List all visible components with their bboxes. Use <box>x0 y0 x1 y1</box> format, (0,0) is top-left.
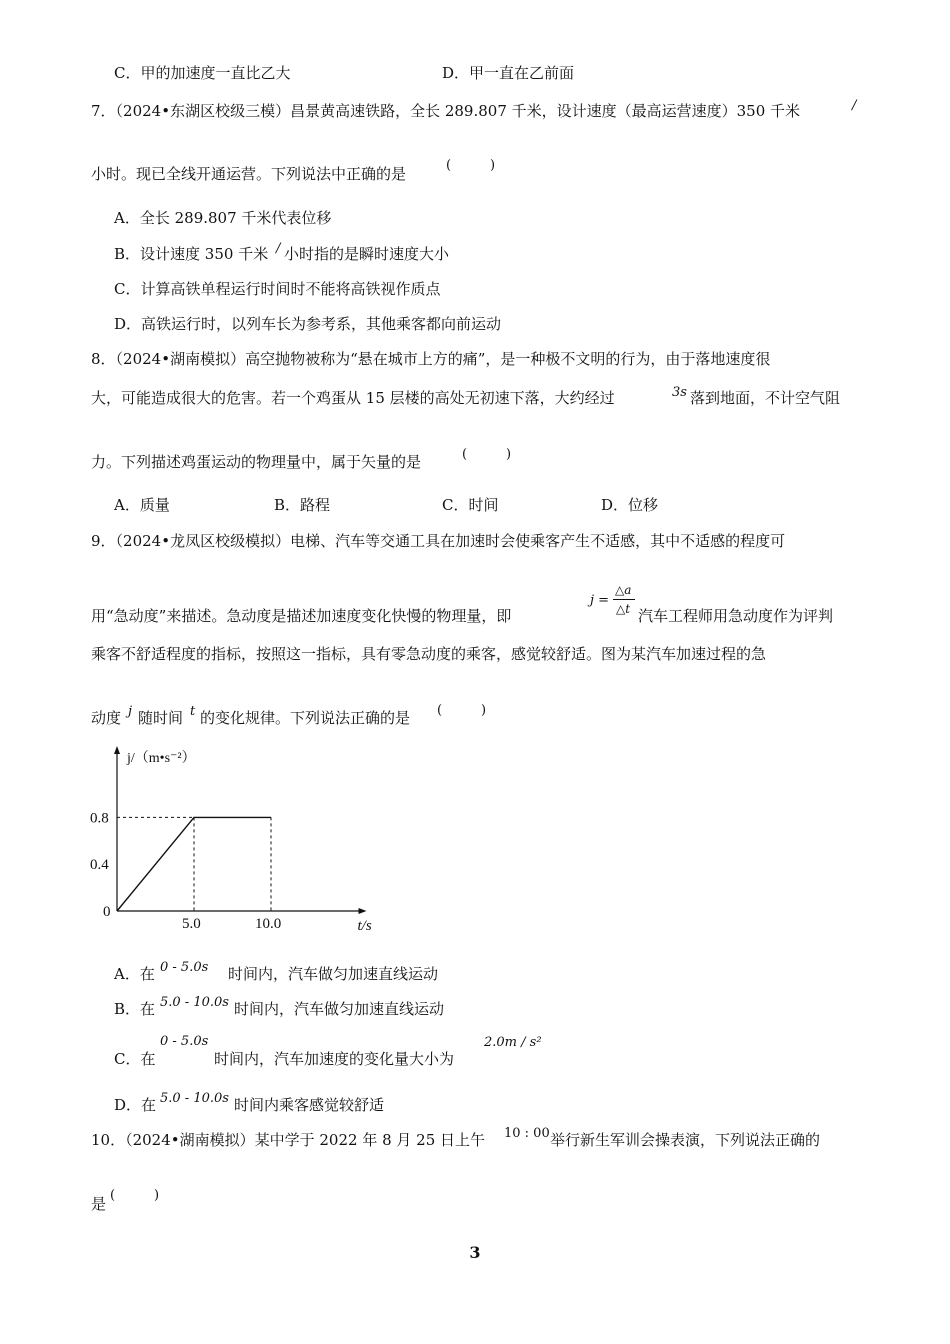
q9-option-a-post: 时间内，汽车做匀加速直线运动 <box>228 965 439 983</box>
q9-var-t: t <box>190 704 196 719</box>
q9-option-c-value: 2.0m / s² <box>484 1035 542 1050</box>
q9-var-j: j <box>128 704 133 719</box>
q9-paren-open: ( <box>437 703 443 718</box>
q8-stem-line1: 8．（2024•湖南模拟）高空抛物被称为“悬在城市上方的痛”，是一种极不文明的行为，由于落地速度很 <box>91 350 771 368</box>
q8-stem-line3: 力。下列描述鸡蛋运动的物理量中，属于矢量的是 <box>91 453 422 471</box>
q9-fraction-bar <box>613 599 635 600</box>
q9-paren-close: ) <box>481 703 487 718</box>
q9-option-c-post: 时间内，汽车加速度的变化量大小为 <box>214 1050 455 1068</box>
x-tick-10: 10.0 <box>255 916 282 932</box>
q8-stem-line2-post: 落到地面，不计空气阻 <box>690 389 841 407</box>
q7-stem-line1: 7．（2024•东湖区校级三模）昌景黄高速铁路，全长 289.807 千米，设计速度（最高运营速度）350 千米 <box>91 102 801 120</box>
q10-paren-close: ) <box>154 1188 160 1203</box>
page-number: 3 <box>469 1243 481 1262</box>
q9-stem-line3: 乘客不舒适程度的指标，按照这一指标，具有零急动度的乘客，感觉较舒适。图为某汽车加速过程的急 <box>91 645 767 663</box>
q9-formula-numerator: △a <box>615 583 632 597</box>
q9-option-d-math: 5.0 - 10.0s <box>160 1091 229 1106</box>
q7-option-b-pre: B．设计速度 350 千米 <box>114 245 269 263</box>
q10-stem-line1-post: 举行新生军训会操表演，下列说法正确的 <box>550 1131 821 1149</box>
q7-option-d: D．高铁运行时，以列车长为参考系，其他乘客都向前运动 <box>114 315 502 333</box>
q9-option-b-math: 5.0 - 10.0s <box>160 995 229 1010</box>
q7-paren-close: ) <box>490 158 496 173</box>
q7-option-a: A．全长 289.807 千米代表位移 <box>114 209 332 227</box>
origin-label: 0 <box>103 904 111 920</box>
q9-stem-line2-pre: 用“急动度”来描述。急动度是描述加速度变化快慢的物理量，即 <box>91 607 512 625</box>
q9-option-b-post: 时间内，汽车做匀加速直线运动 <box>234 1000 445 1018</box>
q8-time-value: 3s <box>672 385 687 400</box>
q8-paren-close: ) <box>506 447 512 462</box>
q6-option-d: D．甲一直在乙前面 <box>442 64 575 82</box>
q9-option-d-post: 时间内乘客感觉较舒适 <box>234 1096 385 1114</box>
q10-stem-line2: 是 <box>91 1195 107 1213</box>
x-axis-label: t/s <box>357 918 372 934</box>
q7-paren-open: ( <box>446 158 452 173</box>
q8-option-b: B．路程 <box>274 496 331 514</box>
q8-paren-open: ( <box>462 447 468 462</box>
q7-option-b-post: 小时指的是瞬时速度大小 <box>284 245 450 263</box>
q9-stem-line4-post: 的变化规律。下列说法正确的是 <box>200 709 411 727</box>
y-axis-label: j/（m•s⁻²） <box>127 751 196 766</box>
q8-option-d: D．位移 <box>601 496 659 514</box>
y-axis-arrow <box>114 746 120 754</box>
q9-formula-denominator: △t <box>616 602 631 616</box>
x-tick-5: 5.0 <box>182 916 201 932</box>
q9-option-c-math: 0 - 5.0s <box>160 1034 209 1049</box>
q7-option-c: C．计算高铁单程运行时间时不能将高铁视作质点 <box>114 280 441 298</box>
q9-formula-j: j = <box>590 593 610 608</box>
q9-option-b-pre: B．在 <box>114 1000 156 1018</box>
q6-option-c: C．甲的加速度一直比乙大 <box>114 64 291 82</box>
q10-paren-open: ( <box>110 1188 116 1203</box>
q10-stem-line1-pre: 10．（2024•湖南模拟）某中学于 2022 年 8 月 25 日上午 <box>91 1131 486 1149</box>
q8-option-c: C．时间 <box>442 496 499 514</box>
q9-stem-line4-mid: 随时间 <box>138 709 184 727</box>
q8-option-a: A．质量 <box>114 496 170 514</box>
q9-option-a-pre: A．在 <box>114 965 155 983</box>
q7-stem-line2: 小时。现已全线开通运营。下列说法中正确的是 <box>91 165 407 183</box>
q9-option-c-pre: C．在 <box>114 1050 156 1068</box>
q8-stem-line2-pre: 大，可能造成很大的危害。若一个鸡蛋从 15 层楼的高处无初速下落，大约经过 <box>91 389 615 407</box>
q7-option-b-slash: / <box>276 241 281 256</box>
y-tick-0-8: 0.8 <box>90 810 109 827</box>
q9-stem-line1: 9．（2024•龙凤区校级模拟）电梯、汽车等交通工具在加速时会使乘客产生不适感，其中不适感的程度可 <box>91 532 786 550</box>
q9-option-d-pre: D．在 <box>114 1096 157 1114</box>
q9-stem-line4-pre: 动度 <box>91 709 122 727</box>
q7-slash: / <box>852 98 857 113</box>
q9-option-a-math: 0 - 5.0s <box>160 960 209 975</box>
x-axis-arrow <box>359 908 367 914</box>
q10-time-value: 10 : 00 <box>504 1126 550 1141</box>
q9-stem-line2-post: 汽车工程师用急动度作为评判 <box>638 607 834 625</box>
jerk-time-chart <box>80 740 372 940</box>
y-tick-0-4: 0.4 <box>90 857 109 874</box>
